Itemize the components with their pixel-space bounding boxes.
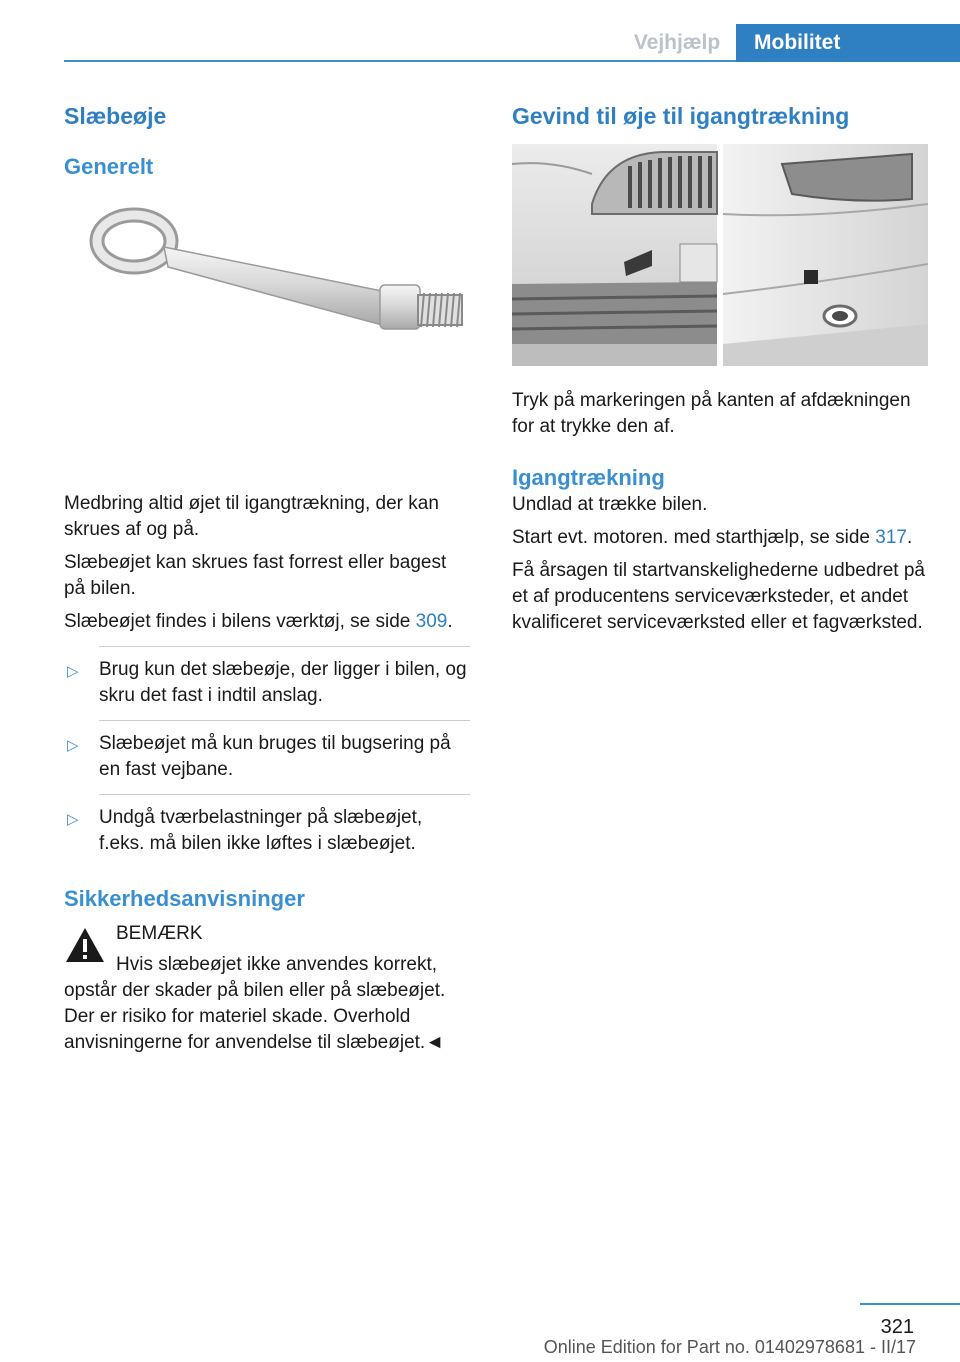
bullet-triangle-icon: ▷ <box>67 663 79 680</box>
subtitle-igangtraekning: Igangtrækning <box>512 465 665 490</box>
section-title-gevind: Gevind til øje til igangtrækning <box>512 103 850 129</box>
bullet-list <box>64 646 470 857</box>
bullet-triangle-icon: ▷ <box>67 811 79 828</box>
bumper-images <box>512 144 928 366</box>
bullet-triangle-icon: ▷ <box>67 737 79 754</box>
tab-vejhjaelp[interactable]: Vejhjælp <box>633 31 721 54</box>
bullet-text: Brug kun det slæbeøje, der ligger i bilen, og skru det fast i indtil anslag. <box>99 659 467 706</box>
paragraph-start-end: . <box>906 527 913 548</box>
warning-triangle-icon <box>64 926 106 964</box>
paragraph-start-text: Start evt. motoren. med starthjælp, se side <box>512 527 876 548</box>
warning-block <box>64 921 470 1056</box>
bumper-illustration <box>512 144 928 366</box>
tow-eye-image <box>64 187 470 447</box>
paragraph-findes-end: . <box>447 611 453 632</box>
page-link-317[interactable]: 317 <box>875 527 907 548</box>
warning-text: Hvis slæbeøjet ikke anvendes korrekt, opstår der skader på bilen eller på slæbeøjet. Der er risiko for materiel skade. Overhold anvisningerne for anvendelse til slæbeøjet.◄ <box>64 954 446 1053</box>
subtitle-sikkerhed: Sikkerhedsanvisninger <box>64 886 305 911</box>
paragraph-aarsagen: Få årsagen til startvanskelighederne udbedret på et af producentens serviceværksteder, et andet kvalificeret serviceværksted eller et fagværksted. <box>512 560 925 633</box>
paragraph-medbring: Medbring altid øjet til igangtrækning, der kan skrues af og på. <box>64 493 439 540</box>
warning-label: BEMÆRK <box>116 923 203 944</box>
page-link-309[interactable]: 309 <box>415 611 448 632</box>
edition-footer: Online Edition for Part no. 01402978681 - II/17 <box>543 1337 916 1357</box>
paragraph-start <box>512 525 928 551</box>
list-item <box>64 646 470 709</box>
list-divider <box>99 794 470 795</box>
page-number: 321 <box>880 1316 914 1338</box>
right-column <box>512 96 928 643</box>
paragraph-skrues: Slæbeøjet kan skrues fast forrest eller bagest på bilen. <box>64 552 447 599</box>
tow-eye-illustration <box>64 187 470 447</box>
bullet-text: Undgå tværbelastninger på slæbeøjet, f.eks. må bilen ikke løftes i slæbeøjet. <box>99 807 423 854</box>
paragraph-findes <box>64 609 470 635</box>
footer-rule <box>860 1303 960 1305</box>
tab-mobilitet[interactable]: Mobilitet <box>736 24 960 62</box>
list-item <box>64 720 470 783</box>
paragraph-findes-text: Slæbeøjet findes i bilens værktøj, se side <box>64 611 416 632</box>
list-divider <box>99 720 470 721</box>
paragraph-tryk: Tryk på markeringen på kanten af afdækningen for at trykke den af. <box>512 390 911 437</box>
list-item <box>64 794 470 857</box>
paragraph-undlad: Undlad at trække bilen. <box>512 494 708 515</box>
section-title-slaebeoje: Slæbeøje <box>64 103 167 129</box>
bullet-text: Slæbeøjet må kun bruges til bugsering på en fast vejbane. <box>99 733 451 780</box>
left-column <box>64 96 470 1063</box>
list-divider <box>99 646 470 647</box>
subtitle-generelt: Generelt <box>64 154 154 179</box>
